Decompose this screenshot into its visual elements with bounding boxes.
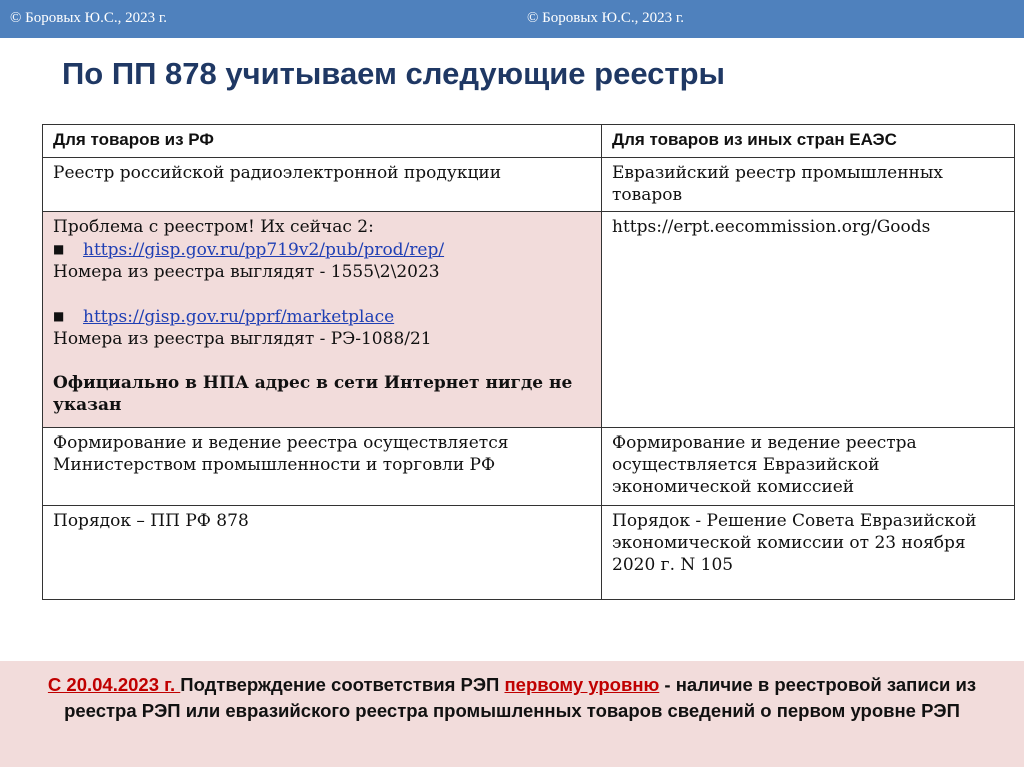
footer-date: С 20.04.2023 г.: [47, 674, 181, 695]
copyright-left: © Боровых Ю.С., 2023 г.: [10, 10, 168, 26]
slide-title: По ПП 878 учитываем следующие реестры: [62, 56, 726, 91]
header-eaeu: Для товаров из иных стран ЕАЭС: [602, 125, 1015, 158]
list-item: [53, 305, 591, 328]
cell-russia-registry: Реестр российской радиоэлектронной продукции: [43, 158, 602, 212]
header-bar: [0, 0, 1024, 38]
link-pp719[interactable]: https://gisp.gov.ru/pp719v2/pub/prod/rep/: [83, 240, 445, 260]
numbers-format-1: Номера из реестра выглядят - 1555\2\2023: [53, 262, 440, 282]
cell-eaeu-order: Порядок - Решение Совета Евразийской экономической комиссии от 23 ноября 2020 г. N 105: [602, 506, 1015, 600]
header-russia: Для товаров из РФ: [43, 125, 602, 158]
table-row: [43, 212, 1015, 428]
copyright-right: © Боровых Ю.С., 2023 г.: [527, 10, 685, 26]
cell-eaeu-operator: Формирование и ведение реестра осуществляется Евразийской экономической комиссией: [602, 428, 1015, 506]
table-header-row: [43, 125, 1015, 158]
footer-part1: Подтверждение соответствия РЭП: [180, 674, 505, 695]
footer-text: [30, 672, 994, 724]
footer-level: первому уровню: [504, 674, 660, 695]
eaeu-url[interactable]: https://erpt.eecommission.org/Goods: [612, 217, 931, 237]
table-row: [43, 158, 1015, 212]
numbers-format-2: Номера из реестра выглядят - РЭ-1088/21: [53, 329, 432, 349]
footer-banner: [0, 661, 1024, 767]
cell-russia-order: Порядок – ПП РФ 878: [43, 506, 602, 600]
cell-eaeu-url: [602, 212, 1015, 428]
cell-russia-operator: Формирование и ведение реестра осуществляется Министерством промышленности и торговли РФ: [43, 428, 602, 506]
list-item: [53, 238, 591, 261]
table-row: [43, 506, 1015, 600]
bullet-icon: ■: [53, 242, 65, 256]
table-row: [43, 428, 1015, 506]
official-note: Официально в НПА адрес в сети Интернет нигде не указан: [53, 373, 573, 415]
problem-text: Проблема с реестром! Их сейчас 2:: [53, 217, 374, 237]
footer-part2: - наличие в реестровой записи из реестра РЭП или евразийского реестра промышленных товаров сведений о первом уровне РЭП: [64, 674, 977, 721]
cell-problem: [43, 212, 602, 428]
bullet-icon: ■: [53, 309, 65, 323]
link-pprf[interactable]: https://gisp.gov.ru/pprf/marketplace: [83, 307, 395, 327]
cell-eaeu-registry: Евразийский реестр промышленных товаров: [602, 158, 1015, 212]
registries-table: [42, 124, 1015, 600]
